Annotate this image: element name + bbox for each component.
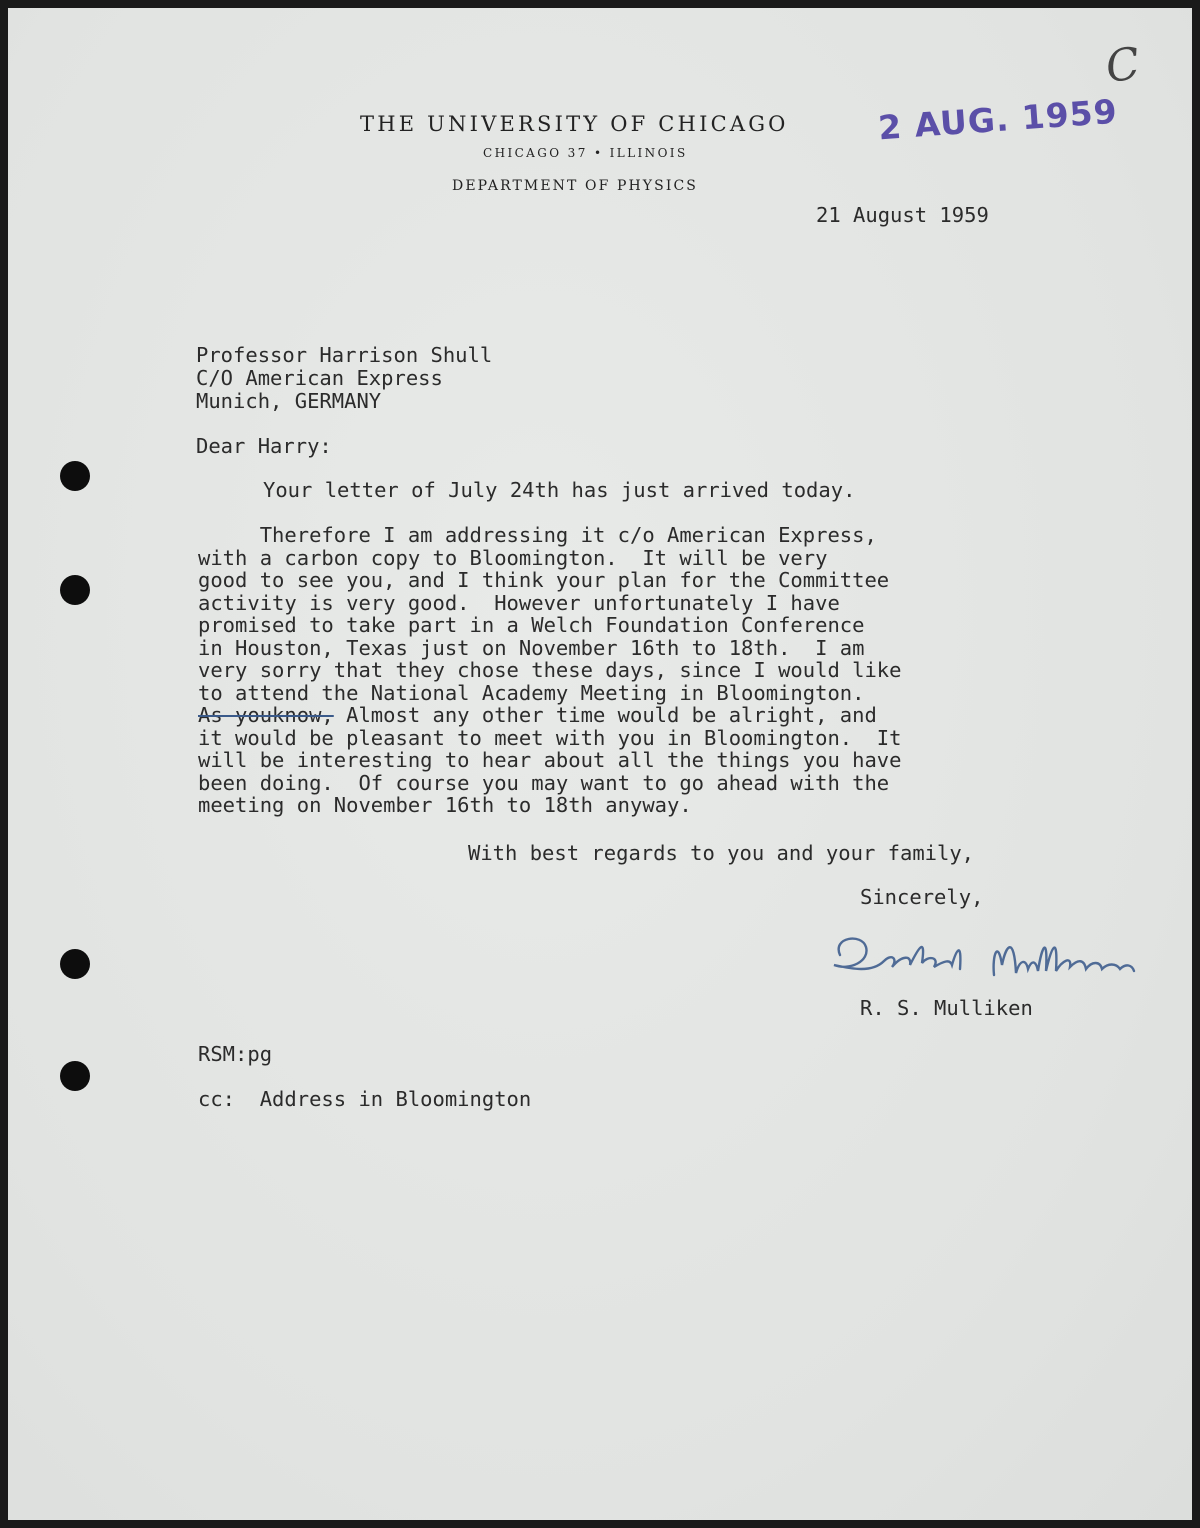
paragraph-line: very sorry that they chose these days, since I would like [198, 658, 902, 682]
typed-signature-name: R. S. Mulliken [860, 996, 1033, 1020]
paragraph-line: with a carbon copy to Bloomington. It will be very [198, 545, 828, 570]
letterhead-university: THE UNIVERSITY OF CHICAGO [360, 112, 789, 136]
letter-date: 21 August 1959 [816, 203, 989, 227]
salutation: Dear Harry: [196, 434, 332, 458]
struck-text: As youknow, [198, 703, 334, 727]
paragraph-line [198, 704, 902, 727]
recipient-address [196, 344, 492, 413]
binder-hole [60, 1061, 90, 1091]
paragraph-line-rest: Almost any other time would be alright, and [333, 703, 877, 727]
paragraph-line: will be interesting to hear about all the things you have [198, 748, 902, 772]
sign-off: Sincerely, [860, 885, 984, 909]
carbon-copy-line: cc: Address in Bloomington [198, 1087, 532, 1111]
recipient-name: Professor Harrison Shull [196, 343, 493, 367]
recipient-city: Munich, GERMANY [196, 389, 382, 413]
received-date-stamp: 2 AUG. 1959 [876, 91, 1119, 148]
reference-initials: RSM:pg [198, 1042, 273, 1066]
paragraph-line: activity is very good. However unfortunately I have [198, 590, 840, 615]
binder-hole [60, 949, 90, 979]
paragraph-line: it would be pleasant to meet with you in Bloomington. It [198, 725, 902, 750]
binder-hole [60, 575, 90, 605]
binder-hole [60, 461, 90, 491]
paragraph-line: Therefore I am addressing it c/o American Express, [198, 523, 877, 547]
paragraph-line: good to see you, and I think your plan for the Committee [198, 568, 890, 592]
paragraph-line: in Houston, Texas just on November 16th to 18th. I am [198, 635, 865, 660]
paragraph-2 [198, 524, 902, 817]
paragraph-line: to attend the National Academy Meeting in Bloomington. [198, 680, 865, 705]
paragraph-line: meeting on November 16th to 18th anyway. [198, 793, 692, 817]
recipient-care-of: C/O American Express [196, 366, 443, 390]
paragraph-line: been doing. Of course you may want to go ahead with the [198, 770, 890, 795]
paragraph-line: promised to take part in a Welch Foundation Conference [198, 613, 865, 637]
paragraph-1: Your letter of July 24th has just arrived today. [263, 478, 856, 502]
closing-line: With best regards to you and your family, [468, 841, 975, 865]
corner-handwritten-mark: C [1102, 37, 1144, 94]
handwritten-signature [822, 925, 1142, 995]
letterhead-city: CHICAGO 37 • ILLINOIS [483, 146, 688, 160]
letterhead-department: DEPARTMENT OF PHYSICS [452, 178, 698, 194]
